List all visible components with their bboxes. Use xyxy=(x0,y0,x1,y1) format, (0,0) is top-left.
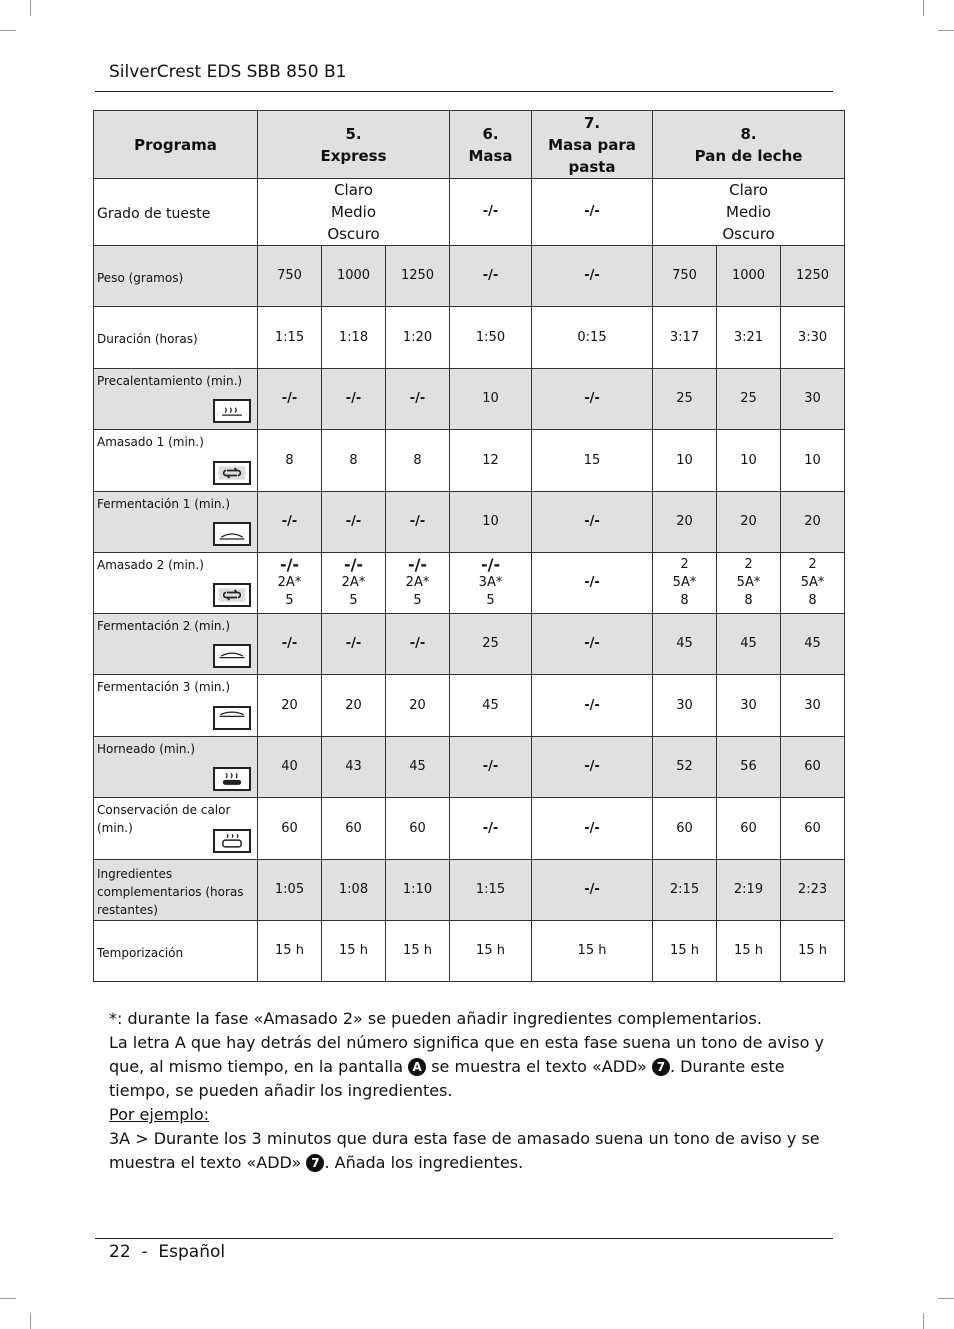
table-cell: -/- xyxy=(258,492,322,553)
knead-icon xyxy=(213,583,251,607)
table-cell: 20 xyxy=(781,492,845,553)
table-row xyxy=(94,430,845,492)
row-grado xyxy=(94,179,845,246)
callout-7-icon: 7 xyxy=(306,1154,324,1172)
table-cell: 60 xyxy=(386,798,450,860)
table-cell: -/- xyxy=(322,614,386,675)
table-cell: 2 5A* 8 xyxy=(781,553,845,614)
callout-7-icon: 7 xyxy=(652,1058,670,1076)
table-cell: 8 xyxy=(386,430,450,492)
table-cell: 8 xyxy=(322,430,386,492)
grado-express: Claro Medio Oscuro xyxy=(258,179,450,246)
crop-mark xyxy=(923,0,924,16)
table-cell: -/- xyxy=(532,798,653,860)
bake-icon xyxy=(213,767,251,791)
table-cell: 2:15 xyxy=(653,860,717,921)
table-row xyxy=(94,553,845,614)
rise-2-icon xyxy=(213,644,251,668)
crop-mark xyxy=(923,1313,924,1329)
table-cell: 15 h xyxy=(258,921,322,982)
row-label: Ingredientes complementarios (horas restantes) xyxy=(94,860,258,921)
rise-3-icon xyxy=(213,706,251,730)
table-cell: -/- xyxy=(532,860,653,921)
table-cell: 8 xyxy=(258,430,322,492)
preheat-icon xyxy=(213,399,251,423)
row-label: Temporización xyxy=(94,921,258,982)
table-cell: 52 xyxy=(653,737,717,798)
table-row xyxy=(94,675,845,737)
table-cell: 1000 xyxy=(322,246,386,307)
table-cell: 1:08 xyxy=(322,860,386,921)
table-cell: -/- 2A* 5 xyxy=(258,553,322,614)
knead-icon xyxy=(213,461,251,485)
table-row xyxy=(94,369,845,430)
table-cell: 15 h xyxy=(653,921,717,982)
table-cell: 1:10 xyxy=(386,860,450,921)
display-a-icon: A xyxy=(408,1058,426,1076)
table-cell: 2:19 xyxy=(717,860,781,921)
table-cell: 750 xyxy=(258,246,322,307)
table-cell: 60 xyxy=(781,737,845,798)
row-label: Amasado 2 (min.) xyxy=(94,553,258,614)
table-cell: -/- xyxy=(450,246,532,307)
crop-mark xyxy=(938,1298,954,1299)
keep-warm-icon xyxy=(213,829,251,853)
example-label: Por ejemplo: xyxy=(109,1105,210,1124)
program-table xyxy=(93,110,845,982)
row-label: Horneado (min.) xyxy=(94,737,258,798)
footer-language: Español xyxy=(158,1242,226,1262)
table-cell: 1:50 xyxy=(450,307,532,369)
table-cell: 15 h xyxy=(532,921,653,982)
row-label: Amasado 1 (min.) xyxy=(94,430,258,492)
table-cell: 10 xyxy=(717,430,781,492)
table-cell: -/- xyxy=(258,369,322,430)
table-cell: 3:30 xyxy=(781,307,845,369)
row-label: Fermentación 1 (min.) xyxy=(94,492,258,553)
header-programa: Programa xyxy=(94,111,258,179)
table-cell: 60 xyxy=(322,798,386,860)
table-cell: -/- xyxy=(386,369,450,430)
crop-mark xyxy=(0,30,16,31)
table-cell: 1:15 xyxy=(258,307,322,369)
table-cell: 45 xyxy=(717,614,781,675)
table-cell: 20 xyxy=(717,492,781,553)
table-cell: 60 xyxy=(653,798,717,860)
table-cell: 45 xyxy=(781,614,845,675)
header-masa-pasta: 7. Masa para pasta xyxy=(532,111,653,179)
note-example: 3A > Durante los 3 minutos que dura esta fase de amasado suena un tono de aviso y se muestra el texto «ADD» 7 . Añada los ingredientes. xyxy=(109,1129,820,1172)
row-label: Fermentación 2 (min.) xyxy=(94,614,258,675)
table-cell: 20 xyxy=(322,675,386,737)
table-cell: -/- xyxy=(450,737,532,798)
table-cell: 30 xyxy=(781,369,845,430)
note-asterisk: *: durante la fase «Amasado 2» se pueden añadir ingredientes complementarios. xyxy=(109,1009,762,1028)
table-cell: -/- xyxy=(532,492,653,553)
table-cell: -/- xyxy=(532,675,653,737)
table-row xyxy=(94,614,845,675)
table-cell: 20 xyxy=(386,675,450,737)
table-cell: 15 h xyxy=(781,921,845,982)
table-cell: 45 xyxy=(653,614,717,675)
table-cell: -/- xyxy=(322,492,386,553)
table-cell: 40 xyxy=(258,737,322,798)
table-cell: 56 xyxy=(717,737,781,798)
table-cell: -/- xyxy=(532,737,653,798)
grado-masa-pasta: -/- xyxy=(532,179,653,246)
crop-mark xyxy=(0,1298,16,1299)
header-pan-leche: 8. Pan de leche xyxy=(653,111,845,179)
row-label: Precalentamiento (min.) xyxy=(94,369,258,430)
table-cell: 10 xyxy=(450,492,532,553)
table-cell: 15 h xyxy=(386,921,450,982)
table-cell: -/- xyxy=(322,369,386,430)
table-cell: 10 xyxy=(653,430,717,492)
table-row xyxy=(94,860,845,921)
crop-mark xyxy=(30,0,31,16)
table-cell: 3:17 xyxy=(653,307,717,369)
table-cell: 15 xyxy=(532,430,653,492)
table-row xyxy=(94,737,845,798)
table-cell: 0:15 xyxy=(532,307,653,369)
row-label: Duración (horas) xyxy=(94,307,258,369)
table-cell: 30 xyxy=(781,675,845,737)
table-cell: 1:15 xyxy=(450,860,532,921)
crop-mark xyxy=(938,30,954,31)
table-cell: 43 xyxy=(322,737,386,798)
table-cell: 25 xyxy=(717,369,781,430)
table-cell: 25 xyxy=(653,369,717,430)
table-cell: 60 xyxy=(781,798,845,860)
table-cell: 1:05 xyxy=(258,860,322,921)
header-express: 5. Express xyxy=(258,111,450,179)
table-cell: 30 xyxy=(653,675,717,737)
table-cell: 1:18 xyxy=(322,307,386,369)
row-label: Conservación de calor (min.) xyxy=(94,798,258,860)
table-cell: -/- xyxy=(532,553,653,614)
table-cell: 10 xyxy=(781,430,845,492)
table-cell: 3:21 xyxy=(717,307,781,369)
table-cell: -/- xyxy=(532,246,653,307)
table-cell: -/- xyxy=(532,369,653,430)
table-cell: 45 xyxy=(386,737,450,798)
rise-1-icon xyxy=(213,522,251,546)
table-row xyxy=(94,921,845,982)
footer-rule xyxy=(95,1238,833,1239)
table-cell: -/- 2A* 5 xyxy=(322,553,386,614)
row-label: Fermentación 3 (min.) xyxy=(94,675,258,737)
table-cell: 1:20 xyxy=(386,307,450,369)
table-row xyxy=(94,798,845,860)
page-header: SilverCrest EDS SBB 850 B1 xyxy=(109,62,347,82)
table-cell: -/- xyxy=(386,614,450,675)
table-cell: 2:23 xyxy=(781,860,845,921)
table-cell: 2 5A* 8 xyxy=(653,553,717,614)
table-cell: 15 h xyxy=(717,921,781,982)
note-letter-a: La letra A que hay detrás del número significa que en esta fase suena un tono de aviso y que, al mismo tiempo, en la pantalla A se muestra el texto «ADD» 7 . Durante este tiempo, se pueden añadir los ingredientes. xyxy=(109,1033,824,1100)
table-cell: 2 5A* 8 xyxy=(717,553,781,614)
table-cell: 15 h xyxy=(450,921,532,982)
table-cell: 1000 xyxy=(717,246,781,307)
table-cell: 20 xyxy=(653,492,717,553)
table-cell: -/- 2A* 5 xyxy=(386,553,450,614)
table-cell: 1250 xyxy=(781,246,845,307)
table-row xyxy=(94,492,845,553)
header-rule xyxy=(95,91,833,92)
grado-masa: -/- xyxy=(450,179,532,246)
table-cell: 20 xyxy=(258,675,322,737)
table-cell: -/- xyxy=(532,614,653,675)
table-cell: -/- 3A* 5 xyxy=(450,553,532,614)
table-cell: 30 xyxy=(717,675,781,737)
row-label: Peso (gramos) xyxy=(94,246,258,307)
table-cell: 1250 xyxy=(386,246,450,307)
table-cell: 45 xyxy=(450,675,532,737)
table-cell: 750 xyxy=(653,246,717,307)
table-cell: -/- xyxy=(450,798,532,860)
table-cell: -/- xyxy=(258,614,322,675)
table-row xyxy=(94,307,845,369)
page-footer: 22 - Español xyxy=(109,1242,226,1262)
table-row xyxy=(94,246,845,307)
table-cell: 60 xyxy=(258,798,322,860)
table-cell: 60 xyxy=(717,798,781,860)
table-cell: 10 xyxy=(450,369,532,430)
header-masa: 6. Masa xyxy=(450,111,532,179)
table-cell: 15 h xyxy=(322,921,386,982)
table-cell: 25 xyxy=(450,614,532,675)
page-number: 22 xyxy=(109,1242,131,1262)
table-header-row xyxy=(94,111,845,179)
notes xyxy=(109,1007,839,1175)
grado-pan-leche: Claro Medio Oscuro xyxy=(653,179,845,246)
row-label: Grado de tueste xyxy=(94,179,258,246)
table-cell: -/- xyxy=(386,492,450,553)
crop-mark xyxy=(30,1313,31,1329)
table-cell: 12 xyxy=(450,430,532,492)
